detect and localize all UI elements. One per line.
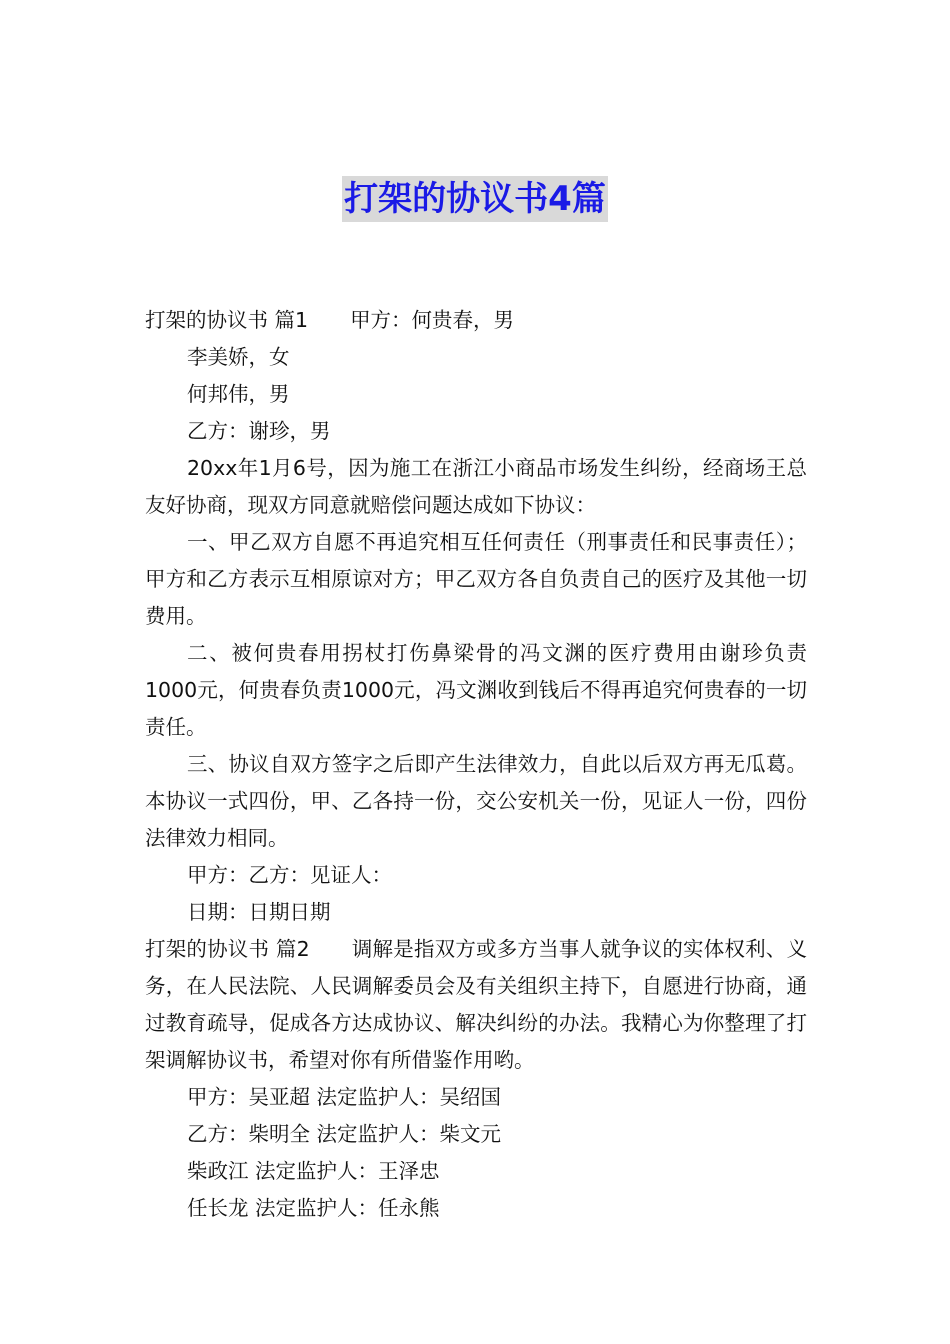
section1-intro: 20xx年1月6号，因为施工在浙江小商品市场发生纠纷，经商场王总友好协商，现双方同意就赔偿问题达成如下协议：	[145, 456, 807, 517]
section1-clause2: 二、被何贵春用拐杖打伤鼻梁骨的冯文渊的医疗费用由谢珍负责1000元，何贵春负责1000元，冯文渊收到钱后不得再追究何贵春的一切责任。	[145, 641, 807, 739]
section1-party-a-line2: 李美娇，女	[187, 345, 290, 369]
section2-first-paragraph	[145, 931, 807, 1079]
section1-party-a-line3: 何邦伟，男	[187, 382, 290, 406]
section1-date: 日期：日期日期	[187, 900, 331, 924]
section2-party-b3: 任长龙 法定监护人：任永熊	[187, 1196, 440, 1220]
section1-clause1: 一、甲乙双方自愿不再追究相互任何责任（刑事责任和民事责任）；甲方和乙方表示互相原谅对方；甲乙双方各自负责自己的医疗及其他一切费用。	[145, 530, 807, 628]
document-title: 打架的协议书4篇	[342, 176, 608, 222]
section2-party-a: 甲方：吴亚超 法定监护人：吴绍国	[187, 1085, 502, 1109]
title-container	[0, 176, 950, 222]
section1-party-b: 乙方：谢珍，男	[187, 419, 331, 443]
section1-heading: 打架的协议书 篇1	[145, 308, 309, 332]
section1-signatures: 甲方：乙方：见证人：	[187, 863, 392, 887]
section2-party-b1: 乙方：柴明全 法定监护人：柴文元	[187, 1122, 502, 1146]
section1-party-a-line1: 甲方：何贵春，男	[350, 308, 515, 332]
section2-intro: 调解是指双方或多方当事人就争议的实体权利、义务，在人民法院、人民调解委员会及有关组织主持下，自愿进行协商，通过教育疏导，促成各方达成协议、解决纠纷的办法。我精心为你整理了打架调解协议书，希望对你有所借鉴作用哟。	[145, 937, 808, 1072]
section1-clause3: 三、协议自双方签字之后即产生法律效力，自此以后双方再无瓜葛。本协议一式四份，甲、乙各持一份，交公安机关一份，见证人一份，四份法律效力相同。	[145, 752, 807, 850]
section1-first-line	[145, 302, 807, 339]
section2-heading: 打架的协议书 篇2	[145, 937, 310, 961]
section2-party-b2: 柴政江 法定监护人：王泽忠	[187, 1159, 440, 1183]
document-body	[145, 302, 807, 1227]
